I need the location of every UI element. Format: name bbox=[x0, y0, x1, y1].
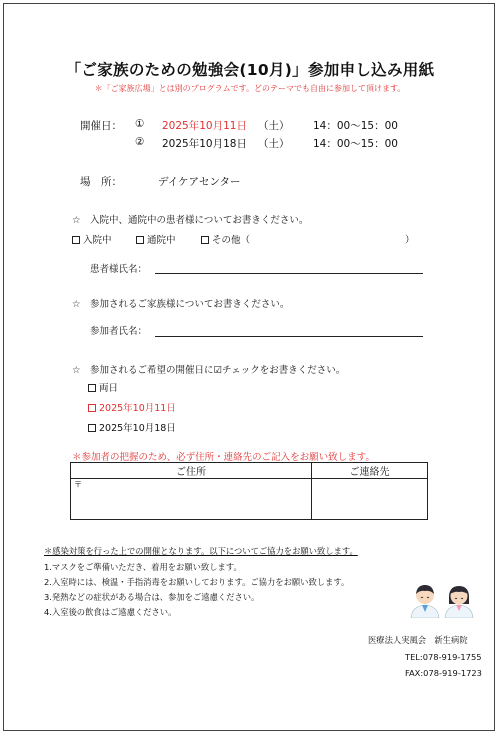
option-label: 2025年10月11日 bbox=[99, 403, 176, 414]
telephone: TEL:078-919-1755 bbox=[405, 652, 482, 662]
checkbox[interactable] bbox=[88, 384, 96, 392]
checkbox[interactable] bbox=[201, 236, 209, 244]
other-close-paren: ） bbox=[405, 235, 415, 246]
checkbox[interactable] bbox=[136, 236, 144, 244]
option-label: 両日 bbox=[99, 383, 119, 394]
patient-name-field[interactable] bbox=[155, 273, 423, 274]
option-label: 2025年10月18日 bbox=[99, 423, 176, 434]
date-2-day: （土） bbox=[258, 138, 290, 150]
option-both-days[interactable] bbox=[88, 380, 118, 394]
checkbox[interactable] bbox=[72, 236, 80, 244]
date-1-day: （土） bbox=[258, 120, 290, 132]
family-name-field[interactable] bbox=[155, 336, 423, 337]
date-2: 2025年10月18日 bbox=[162, 138, 247, 150]
family-section-heading: ☆ 参加されるご家族様についてお書きください。 bbox=[72, 299, 290, 310]
option-label: 通院中 bbox=[147, 235, 176, 246]
family-name-label: 参加者氏名： bbox=[90, 326, 148, 337]
medical-staff-illustration bbox=[408, 582, 478, 618]
option-date-2[interactable] bbox=[88, 420, 176, 434]
schedule-label: 開催日： bbox=[80, 120, 122, 132]
contact-note: ＊参加者の把握のため、必ず住所・連絡先のご記入をお願い致します。 bbox=[72, 452, 375, 463]
contact-field[interactable] bbox=[312, 479, 428, 520]
place-value: デイケアセンター bbox=[158, 176, 241, 188]
date-1-number: ① bbox=[135, 118, 145, 130]
date-2-number: ② bbox=[135, 136, 145, 148]
fax: FAX:078-919-1723 bbox=[405, 668, 482, 678]
date-1-time: 14：00〜15：00 bbox=[313, 120, 398, 132]
patient-name-label: 患者様氏名： bbox=[90, 264, 148, 275]
option-label: 入院中 bbox=[83, 235, 112, 246]
program-note: ＊「ご家族広場」とは別のプログラムです。どのテーマでも自由に参加して頂けます。 bbox=[94, 84, 406, 93]
date-2-time: 14：00〜15：00 bbox=[313, 138, 398, 150]
contact-header: ご連絡先 bbox=[312, 463, 428, 479]
precaution-item: 3.発熱などの症状がある場合は、参加をご遠慮ください。 bbox=[44, 592, 260, 602]
precaution-item: 4.入室後の飲食はご遠慮ください。 bbox=[44, 607, 177, 617]
option-outpatient[interactable] bbox=[136, 232, 176, 246]
date-section-heading: ☆ 参加されるご希望の開催日に☑チェックをお書きください。 bbox=[72, 365, 346, 376]
form-title: 「ご家族のための勉強会(10月)」参加申し込み用紙 bbox=[65, 61, 435, 79]
precaution-item: 2.入室時には、検温・手指消毒をお願いしております。ご協力をお願い致します。 bbox=[44, 577, 350, 587]
checkbox[interactable] bbox=[88, 424, 96, 432]
patient-section-heading: ☆ 入院中、通院中の患者様についてお書きください。 bbox=[72, 215, 309, 226]
precautions-heading: ＊感染対策を行った上での開催となります。以下についてご協力をお願い致します。 bbox=[44, 546, 358, 556]
address-field[interactable] bbox=[71, 479, 312, 520]
address-header: ご住所 bbox=[71, 463, 312, 479]
option-other[interactable] bbox=[201, 232, 250, 246]
organization-name: 医療法人実風会 新生病院 bbox=[368, 635, 468, 645]
precaution-item: 1.マスクをご準備いただき、着用をお願い致します。 bbox=[44, 562, 242, 572]
address-table bbox=[70, 462, 428, 520]
place-label: 場 所： bbox=[80, 176, 122, 188]
option-inpatient[interactable] bbox=[72, 232, 112, 246]
postal-mark: 〒 bbox=[74, 480, 82, 489]
option-date-1[interactable] bbox=[88, 400, 176, 414]
date-1: 2025年10月11日 bbox=[162, 120, 247, 132]
option-label: その他（ bbox=[212, 235, 251, 246]
checkbox[interactable] bbox=[88, 404, 96, 412]
